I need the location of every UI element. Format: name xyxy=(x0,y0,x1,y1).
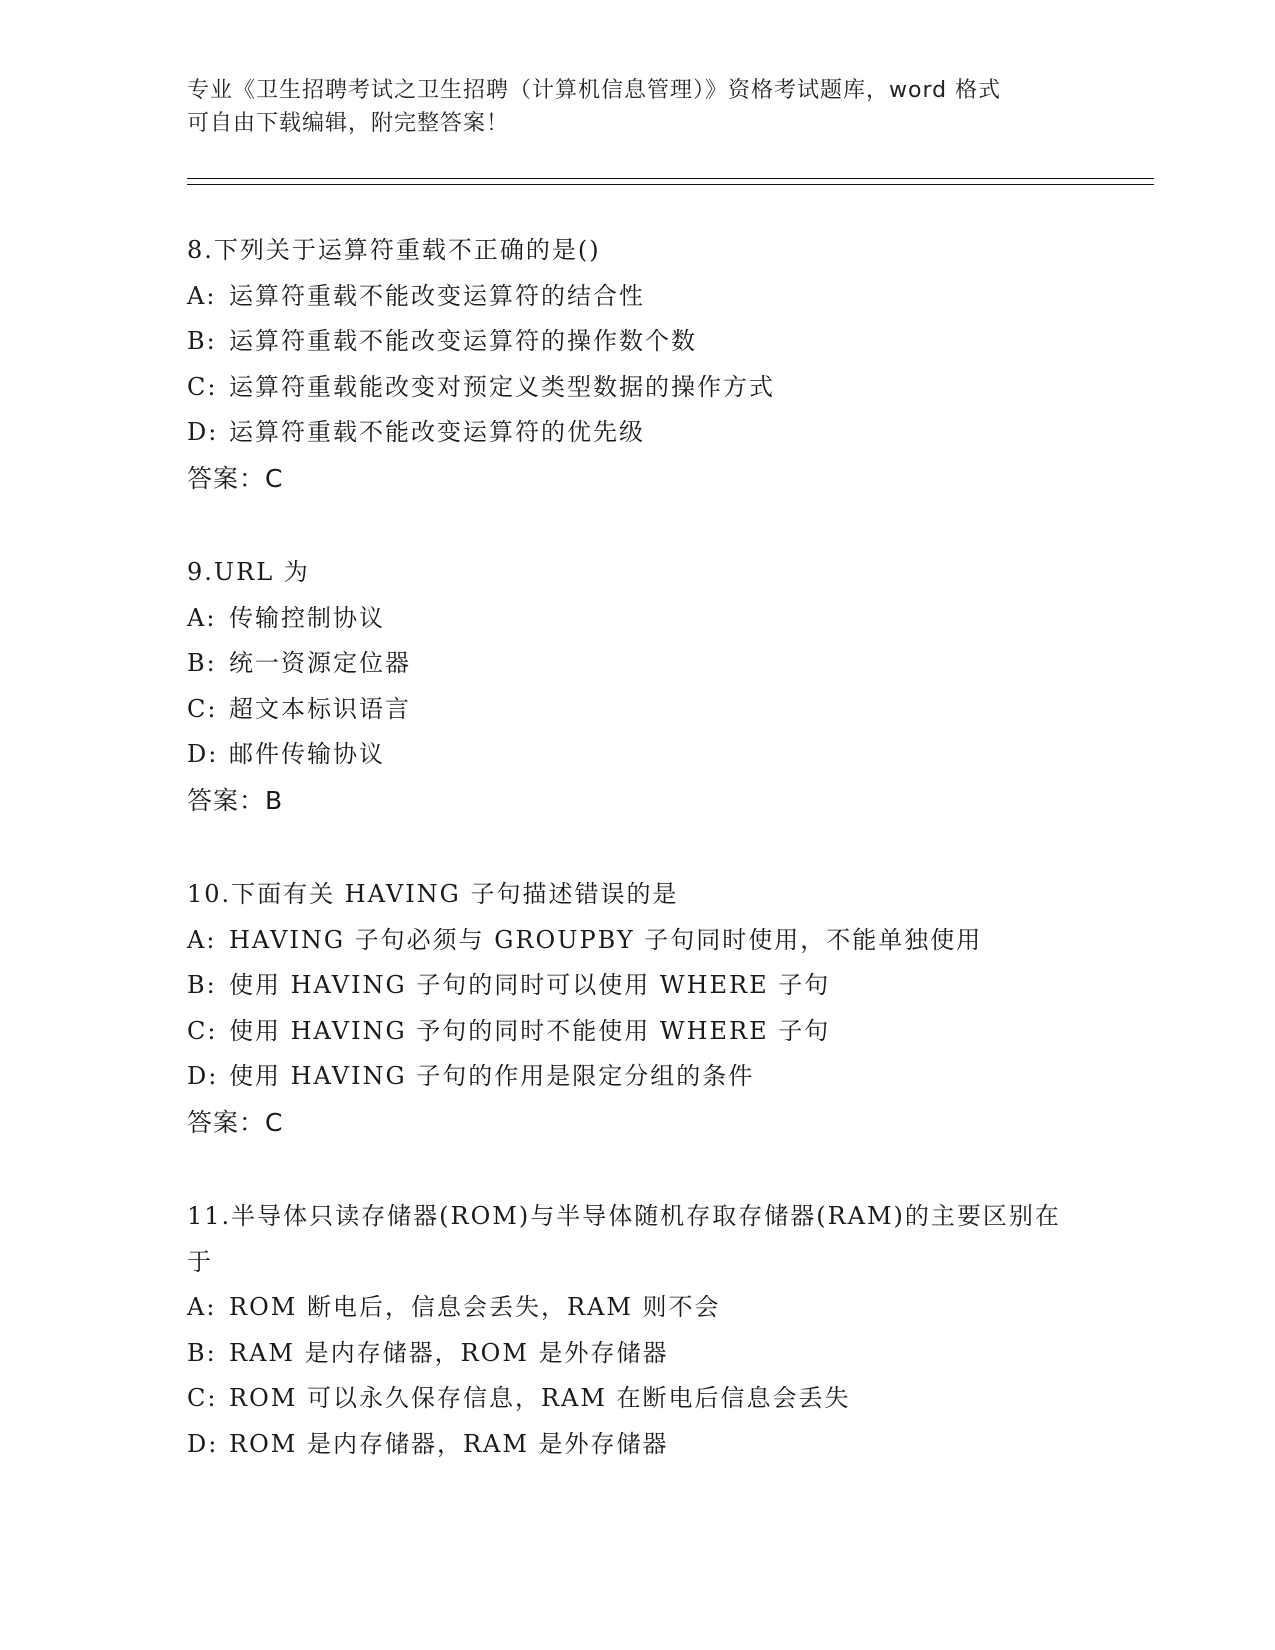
option-text: HAVING 子句必须与 GROUPBY 子句同时使用，不能单独使用 xyxy=(229,925,983,954)
answer-label: 答案：C xyxy=(187,1107,284,1137)
option-key: B: xyxy=(187,649,217,677)
option-key: C: xyxy=(187,372,218,401)
header-divider-bottom xyxy=(187,184,1154,185)
option-text: 使用 HAVING 予句的同时不能使用 WHERE 子句 xyxy=(229,1016,831,1045)
option-key: D: xyxy=(187,1062,219,1090)
question-stem: 9.URL 为 xyxy=(187,558,310,586)
option-a xyxy=(187,596,1087,642)
option-key: A: xyxy=(187,281,217,310)
option-key: A: xyxy=(187,603,217,632)
option-text: 传输控制协议 xyxy=(229,603,385,632)
option-key: D: xyxy=(187,740,219,768)
option-key: A: xyxy=(187,1293,217,1321)
header-divider-top xyxy=(187,178,1154,179)
answer-label: 答案：C xyxy=(187,463,284,493)
option-d xyxy=(187,1054,1087,1100)
option-b xyxy=(187,1331,1087,1377)
question-8 xyxy=(187,228,1087,501)
option-c xyxy=(187,687,1087,733)
question-stem: 8.下列关于运算符重载不正确的是() xyxy=(187,236,601,264)
option-c xyxy=(187,365,1087,411)
question-stem: 10.下面有关 HAVING 子句描述错误的是 xyxy=(187,880,679,908)
option-key: D: xyxy=(187,1429,219,1458)
option-d xyxy=(187,732,1087,778)
header-line-2: 可自由下载编辑，附完整答案！ xyxy=(187,111,510,136)
option-text: 运算符重载不能改变运算符的结合性 xyxy=(229,281,645,310)
option-text: 超文本标识语言 xyxy=(229,694,411,723)
option-text: 使用 HAVING 子句的作用是限定分组的条件 xyxy=(229,1062,755,1090)
option-text: 邮件传输协议 xyxy=(229,740,385,768)
option-key: A: xyxy=(187,925,217,954)
question-9 xyxy=(187,550,1087,823)
option-text: ROM 可以永久保存信息，RAM 在断电后信息会丢失 xyxy=(229,1384,851,1412)
option-d xyxy=(187,410,1087,456)
option-key: D: xyxy=(187,418,219,446)
option-text: 运算符重载不能改变运算符的优先级 xyxy=(229,418,645,446)
header-line-1: 专业《卫生招聘考试之卫生招聘（计算机信息管理）》资格考试题库，word 格式 xyxy=(187,78,1002,103)
option-key: B: xyxy=(187,1338,217,1367)
option-a xyxy=(187,1285,1087,1331)
option-text: 运算符重载不能改变运算符的操作数个数 xyxy=(229,327,697,355)
question-11 xyxy=(187,1194,1087,1467)
answer-label: 答案：B xyxy=(187,785,284,815)
question-stem: 11.半导体只读存储器(ROM)与半导体随机存取存储器(RAM)的主要区别在于 xyxy=(187,1202,1061,1276)
option-text: ROM 是内存储器，RAM 是外存储器 xyxy=(229,1429,669,1458)
option-key: C: xyxy=(187,1016,218,1045)
option-d xyxy=(187,1422,1087,1468)
option-text: 统一资源定位器 xyxy=(229,649,411,677)
option-key: B: xyxy=(187,327,217,355)
option-text: 使用 HAVING 子句的同时可以使用 WHERE 子句 xyxy=(229,971,831,999)
option-b xyxy=(187,641,1087,687)
option-c xyxy=(187,1376,1087,1422)
option-c xyxy=(187,1009,1087,1055)
option-key: C: xyxy=(187,694,218,723)
option-text: ROM 断电后，信息会丢失，RAM 则不会 xyxy=(229,1293,721,1321)
option-text: RAM 是内存储器，ROM 是外存储器 xyxy=(229,1338,669,1367)
option-text: 运算符重载能改变对预定义类型数据的操作方式 xyxy=(229,372,775,401)
question-10 xyxy=(187,872,1087,1145)
option-b xyxy=(187,963,1087,1009)
document-header xyxy=(187,74,1067,140)
option-b xyxy=(187,319,1087,365)
option-key: C: xyxy=(187,1384,218,1412)
option-a xyxy=(187,274,1087,320)
option-a xyxy=(187,918,1087,964)
option-key: B: xyxy=(187,971,217,999)
